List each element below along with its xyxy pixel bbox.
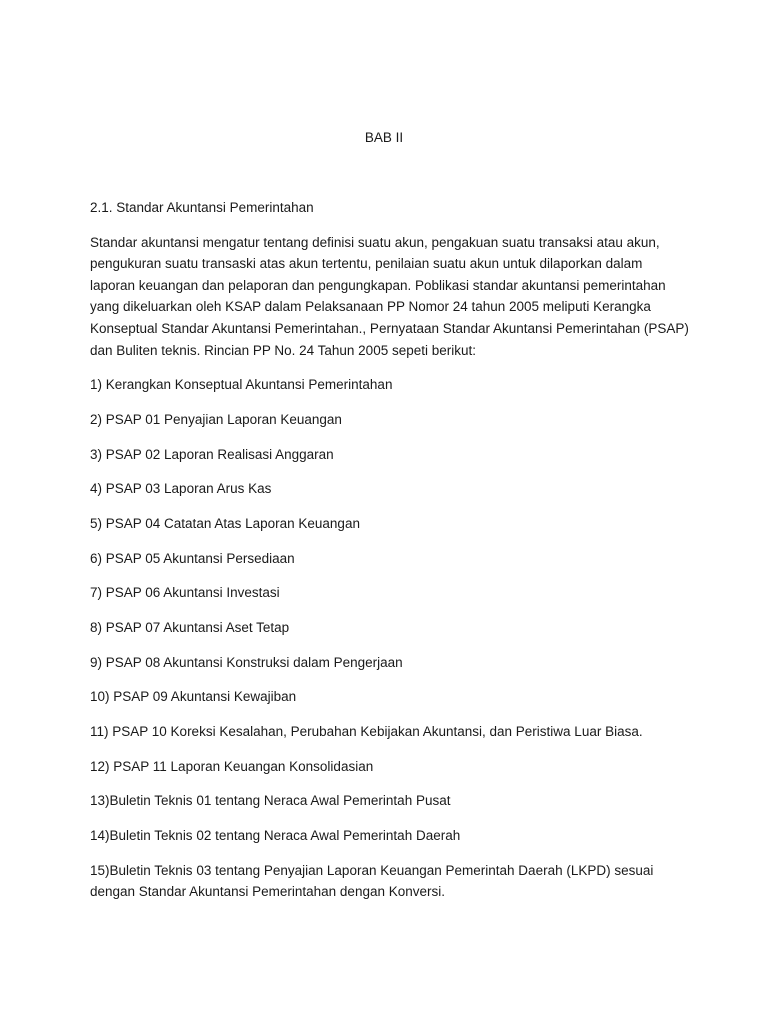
list-item: 4) PSAP 03 Laporan Arus Kas: [90, 481, 272, 497]
list-item: 5) PSAP 04 Catatan Atas Laporan Keuangan: [90, 515, 360, 531]
list-item: 6) PSAP 05 Akuntansi Persediaan: [90, 550, 295, 566]
section-heading: 2.1. Standar Akuntansi Pemerintahan: [90, 200, 314, 215]
list-item: 2) PSAP 01 Penyajian Laporan Keuangan: [90, 411, 342, 427]
list-item: 13)Buletin Teknis 01 tentang Neraca Awal Pemerintah Pusat: [90, 793, 451, 809]
list-item: 7) PSAP 06 Akuntansi Investasi: [90, 585, 280, 601]
list-item: 12) PSAP 11 Laporan Keuangan Konsolidasian: [90, 758, 374, 774]
list-item: 3) PSAP 02 Laporan Realisasi Anggaran: [90, 446, 334, 462]
list-item: 9) PSAP 08 Akuntansi Konstruksi dalam Pengerjaan: [90, 654, 403, 670]
list-item: 11) PSAP 10 Koreksi Kesalahan, Perubahan Kebijakan Akuntansi, dan Peristiwa Luar Biasa.: [90, 724, 643, 740]
list-item: 8) PSAP 07 Akuntansi Aset Tetap: [90, 619, 290, 635]
list-item: 1) Kerangkan Konseptual Akuntansi Pemerintahan: [90, 377, 393, 393]
chapter-title: BAB II: [364, 130, 404, 145]
list-item: 10) PSAP 09 Akuntansi Kewajiban: [90, 689, 297, 705]
list-item: 14)Buletin Teknis 02 tentang Neraca Awal Pemerintah Daerah: [90, 828, 461, 844]
document-body: [90, 197, 690, 916]
body-paragraph: Standar akuntansi mengatur tentang definisi suatu akun, pengakuan suatu transaksi atau akun, pengukuran suatu transaski atas akun tertentu, penilaian suatu akun untuk dilaporkan dalam laporan keuangan dan pelaporan dan pengungkapan. Poblikasi standar akuntansi pemerintahan yang dikeluarkan oleh KSAP dalam Pelaksanaan PP Nomor 24 tahun 2005 meliputi Kerangka Konseptual Standar Akuntansi Pemerintahan., Pernyataan Standar Akuntansi Pemerintahan (PSAP) dan Buliten teknis. Rincian PP No. 24 Tahun 2005 sepeti berikut:: [90, 234, 689, 358]
standards-list: [90, 374, 690, 903]
list-item: 15)Buletin Teknis 03 tentang Penyajian Laporan Keuangan Pemerintah Daerah (LKPD) sesuai dengan Standar Akuntansi Pemerintahan dengan Konversi.: [90, 862, 654, 900]
